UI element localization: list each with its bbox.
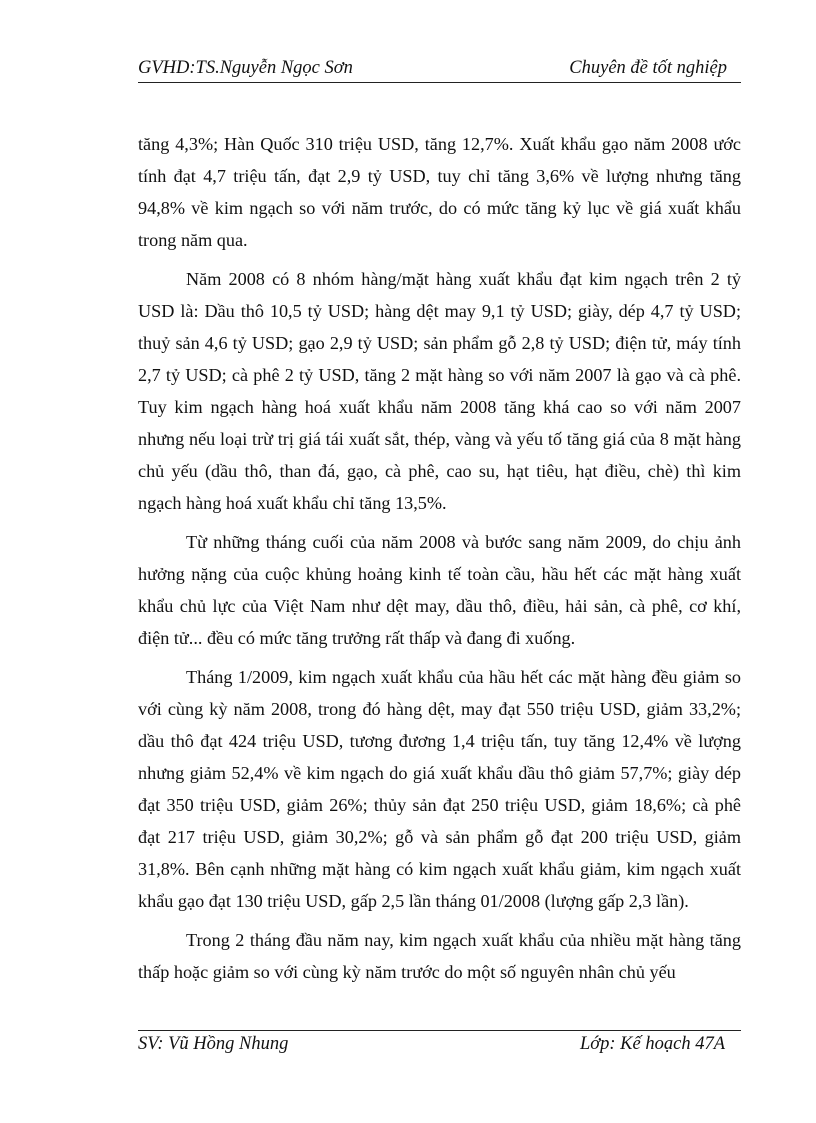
paragraph-5: Trong 2 tháng đầu năm nay, kim ngạch xuất khẩu của nhiều mặt hàng tăng thấp hoặc giảm so với cùng kỳ năm trước do một số nguyên nhân chủ yếu bbox=[138, 930, 741, 982]
header-document-type: Chuyên đề tốt nghiệp bbox=[569, 58, 727, 78]
paragraph-1: tăng 4,3%; Hàn Quốc 310 triệu USD, tăng 12,7%. Xuất khẩu gạo năm 2008 ước tính đạt 4,7 triệu tấn, đạt 2,9 tỷ USD, tuy chỉ tăng 3,6% về lượng nhưng tăng 94,8% về kim ngạch so với năm trước, do có mức tăng kỷ lục về giá xuất khẩu trong năm qua. bbox=[138, 134, 741, 250]
body-text bbox=[138, 128, 741, 995]
footer-class: Lớp: Kế hoạch 47A bbox=[579, 1034, 725, 1054]
paragraph-2: Năm 2008 có 8 nhóm hàng/mặt hàng xuất khẩu đạt kim ngạch trên 2 tỷ USD là: Dầu thô 10,5 tỷ USD; hàng dệt may 9,1 tỷ USD; giày, dép 4,7 tỷ USD; thuỷ sản 4,6 tỷ USD; gạo 2,9 tỷ USD; sản phẩm gỗ 2,8 tỷ USD; điện tử, máy tính 2,7 tỷ USD; cà phê 2 tỷ USD, tăng 2 mặt hàng so với năm 2007 là gạo và cà phê. Tuy kim ngạch hàng hoá xuất khẩu năm 2008 tăng khá cao so với năm 2007 nhưng nếu loại trừ trị giá tái xuất sắt, thép, vàng và yếu tố tăng giá của 8 mặt hàng chủ yếu (dầu thô, than đá, gạo, cà phê, cao su, hạt tiêu, hạt điều, chè) thì kim ngạch hàng hoá xuất khẩu chỉ tăng 13,5%. bbox=[138, 269, 741, 513]
footer-student: SV: Vũ Hồng Nhung bbox=[138, 1034, 289, 1054]
paragraph-3: Từ những tháng cuối của năm 2008 và bước sang năm 2009, do chịu ảnh hưởng nặng của cuộc khủng hoảng kinh tế toàn cầu, hầu hết các mặt hàng xuất khẩu chủ lực của Việt Nam như dệt may, dầu thô, điều, hải sản, cà phê, cơ khí, điện tử... đều có mức tăng trưởng rất thấp và đang đi xuống. bbox=[138, 532, 741, 648]
page-header bbox=[138, 56, 741, 83]
header-supervisor: GVHD:TS.Nguyễn Ngọc Sơn bbox=[138, 58, 353, 78]
page-footer bbox=[138, 1030, 741, 1054]
paragraph-4: Tháng 1/2009, kim ngạch xuất khẩu của hầu hết các mặt hàng đều giảm so với cùng kỳ năm 2008, trong đó hàng dệt, may đạt 550 triệu USD, giảm 33,2%; dầu thô đạt 424 triệu USD, tương đương 1,4 triệu tấn, tuy tăng 12,4% về lượng nhưng giảm 52,4% về kim ngạch do giá xuất khẩu dầu thô giảm 57,7%; giày dép đạt 350 triệu USD, giảm 26%; thủy sản đạt 250 triệu USD, giảm 18,6%; cà phê đạt 217 triệu USD, giảm 30,2%; gỗ và sản phẩm gỗ đạt 200 triệu USD, giảm 31,8%. Bên cạnh những mặt hàng có kim ngạch xuất khẩu giảm, kim ngạch xuất khẩu gạo đạt 130 triệu USD, gấp 2,5 lần tháng 01/2008 (lượng gấp 2,3 lần). bbox=[138, 667, 741, 911]
